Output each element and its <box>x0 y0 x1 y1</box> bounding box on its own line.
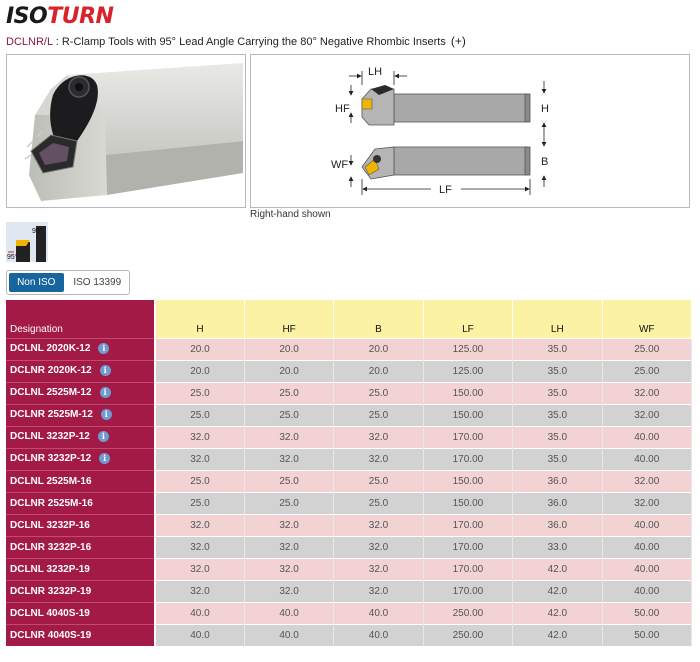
cell-b: 20.0 <box>334 338 423 360</box>
table-body <box>6 338 692 646</box>
cell-wf: 40.00 <box>602 558 691 580</box>
table-row[interactable] <box>6 470 692 492</box>
lead-angle-icon <box>6 222 48 262</box>
designation-cell[interactable] <box>6 580 155 602</box>
designation-cell[interactable] <box>6 514 155 536</box>
column-header-designation: Designation <box>6 300 155 338</box>
cell-b: 25.0 <box>334 382 423 404</box>
cell-wf: 50.00 <box>602 602 691 624</box>
cell-lh: 42.0 <box>513 580 602 602</box>
cell-lf: 250.00 <box>423 602 512 624</box>
standard-tabs <box>6 270 130 295</box>
cell-lh: 35.0 <box>513 426 602 448</box>
cell-lh: 42.0 <box>513 558 602 580</box>
lf-label: LF <box>439 184 452 196</box>
lead-angle-bottom-label: 95° <box>7 254 18 261</box>
cell-b: 25.0 <box>334 492 423 514</box>
designation-cell[interactable] <box>6 470 155 492</box>
cell-lf: 170.00 <box>423 558 512 580</box>
dimension-drawing-svg <box>251 55 689 207</box>
page-title <box>6 34 466 48</box>
lead-angle-top-label: 95° <box>32 228 43 235</box>
wf-label: WF <box>331 159 349 171</box>
cell-lh: 35.0 <box>513 448 602 470</box>
table-row[interactable] <box>6 602 692 624</box>
cell-b: 32.0 <box>334 558 423 580</box>
cell-hf: 32.0 <box>244 448 333 470</box>
designation-cell[interactable] <box>6 338 155 360</box>
cell-lh: 36.0 <box>513 470 602 492</box>
designation-text[interactable]: DCLNR 4040S-19 <box>10 629 92 641</box>
designation-text[interactable]: DCLNR 3232P-12 <box>10 453 92 465</box>
cell-b: 32.0 <box>334 536 423 558</box>
cell-b: 32.0 <box>334 580 423 602</box>
cell-lf: 250.00 <box>423 624 512 646</box>
column-header-lh: LH <box>513 300 602 338</box>
column-header-hf: HF <box>244 300 333 338</box>
cell-lh: 36.0 <box>513 492 602 514</box>
cell-wf: 32.00 <box>602 470 691 492</box>
cell-wf: 40.00 <box>602 426 691 448</box>
column-header-h: H <box>155 300 244 338</box>
cell-hf: 20.0 <box>244 338 333 360</box>
cell-lf: 150.00 <box>423 470 512 492</box>
designation-text[interactable]: DCLNL 3232P-16 <box>10 519 90 531</box>
designation-cell[interactable] <box>6 382 155 404</box>
column-header-b: B <box>334 300 423 338</box>
cell-h: 32.0 <box>155 580 244 602</box>
table-row[interactable] <box>6 580 692 602</box>
cell-hf: 25.0 <box>244 492 333 514</box>
cell-lf: 170.00 <box>423 448 512 470</box>
cell-h: 25.0 <box>155 382 244 404</box>
expand-toggle[interactable]: (+) <box>450 34 466 48</box>
cell-h: 32.0 <box>155 514 244 536</box>
cell-lh: 35.0 <box>513 360 602 382</box>
cell-lf: 125.00 <box>423 338 512 360</box>
cell-b: 32.0 <box>334 448 423 470</box>
designation-text[interactable]: DCLNL 3232P-12 <box>10 431 90 443</box>
isoturn-logo <box>6 4 113 28</box>
cell-lf: 170.00 <box>423 514 512 536</box>
info-icon[interactable]: i <box>101 409 112 420</box>
designation-cell[interactable] <box>6 426 155 448</box>
cell-h: 25.0 <box>155 404 244 426</box>
designation-cell[interactable] <box>6 558 155 580</box>
cell-h: 32.0 <box>155 536 244 558</box>
designation-cell[interactable] <box>6 404 155 426</box>
dimension-drawing <box>250 54 690 208</box>
cell-hf: 40.0 <box>244 624 333 646</box>
table-row[interactable] <box>6 382 692 404</box>
cell-wf: 40.00 <box>602 580 691 602</box>
designation-text[interactable]: DCLNL 2525M-16 <box>10 475 92 487</box>
hf-label: HF <box>335 103 350 115</box>
table-row[interactable] <box>6 360 692 382</box>
cell-lf: 150.00 <box>423 382 512 404</box>
cell-hf: 32.0 <box>244 514 333 536</box>
cell-lh: 36.0 <box>513 514 602 536</box>
cell-b: 32.0 <box>334 514 423 536</box>
designation-text[interactable]: DCLNL 3232P-19 <box>10 563 90 575</box>
cell-lh: 42.0 <box>513 624 602 646</box>
cell-hf: 32.0 <box>244 558 333 580</box>
designation-cell[interactable] <box>6 360 155 382</box>
cell-h: 40.0 <box>155 602 244 624</box>
cell-hf: 25.0 <box>244 382 333 404</box>
cell-b: 32.0 <box>334 426 423 448</box>
tab-iso-13399[interactable]: ISO 13399 <box>73 277 122 288</box>
designation-cell[interactable] <box>6 492 155 514</box>
cell-wf: 32.00 <box>602 404 691 426</box>
designation-text[interactable]: DCLNR 2020K-12 <box>10 365 92 377</box>
cell-wf: 50.00 <box>602 624 691 646</box>
cell-wf: 32.00 <box>602 492 691 514</box>
table-row[interactable] <box>6 492 692 514</box>
table-row[interactable] <box>6 338 692 360</box>
cell-b: 25.0 <box>334 470 423 492</box>
cell-h: 25.0 <box>155 470 244 492</box>
h-label: H <box>541 103 549 115</box>
designation-cell[interactable] <box>6 448 155 470</box>
table-row[interactable] <box>6 514 692 536</box>
cell-lf: 150.00 <box>423 404 512 426</box>
cell-h: 20.0 <box>155 360 244 382</box>
cell-lf: 170.00 <box>423 426 512 448</box>
info-icon[interactable]: i <box>100 387 111 398</box>
designation-text[interactable]: DCLNR 3232P-16 <box>10 541 92 553</box>
cell-b: 20.0 <box>334 360 423 382</box>
product-code: DCLNR/L <box>6 36 53 48</box>
designation-text[interactable]: DCLNL 2020K-12 <box>10 343 91 355</box>
table-row[interactable] <box>6 448 692 470</box>
designation-cell[interactable] <box>6 536 155 558</box>
cell-lh: 35.0 <box>513 404 602 426</box>
cell-lh: 35.0 <box>513 382 602 404</box>
cell-hf: 25.0 <box>244 404 333 426</box>
cell-lh: 33.0 <box>513 536 602 558</box>
cell-hf: 40.0 <box>244 602 333 624</box>
cell-lf: 125.00 <box>423 360 512 382</box>
cell-b: 25.0 <box>334 404 423 426</box>
cell-hf: 32.0 <box>244 580 333 602</box>
cell-b: 40.0 <box>334 624 423 646</box>
cell-wf: 25.00 <box>602 338 691 360</box>
designation-cell[interactable] <box>6 624 155 646</box>
info-icon[interactable]: i <box>99 453 110 464</box>
cell-wf: 40.00 <box>602 448 691 470</box>
product-description: : R-Clamp Tools with 95° Lead Angle Carrying the 80° Negative Rhombic Inserts <box>52 36 446 48</box>
cell-lh: 42.0 <box>513 602 602 624</box>
tool-holder-illustration <box>7 55 245 207</box>
cell-lh: 35.0 <box>513 338 602 360</box>
cell-wf: 25.00 <box>602 360 691 382</box>
cell-wf: 40.00 <box>602 536 691 558</box>
table-row[interactable] <box>6 426 692 448</box>
cell-lf: 150.00 <box>423 492 512 514</box>
info-icon[interactable]: i <box>98 431 109 442</box>
product-photo <box>6 54 246 208</box>
table-header-row <box>6 300 692 338</box>
cell-h: 32.0 <box>155 426 244 448</box>
tab-non-iso[interactable]: Non ISO <box>9 273 64 292</box>
cell-hf: 32.0 <box>244 536 333 558</box>
table-row[interactable] <box>6 624 692 646</box>
cell-wf: 32.00 <box>602 382 691 404</box>
cell-hf: 25.0 <box>244 470 333 492</box>
logo-turn-text: TURN <box>47 4 114 29</box>
spec-table <box>6 300 692 646</box>
table-row[interactable] <box>6 558 692 580</box>
column-header-wf: WF <box>602 300 691 338</box>
designation-text[interactable]: DCLNL 2525M-12 <box>10 387 92 399</box>
designation-text[interactable]: DCLNR 3232P-19 <box>10 585 92 597</box>
cell-hf: 32.0 <box>244 426 333 448</box>
logo-iso-text: ISO <box>6 4 48 29</box>
designation-text[interactable]: DCLNR 2525M-12 <box>10 409 93 421</box>
b-label: B <box>541 156 549 168</box>
drawing-caption: Right-hand shown <box>250 209 331 220</box>
cell-hf: 20.0 <box>244 360 333 382</box>
designation-text[interactable]: DCLNL 4040S-19 <box>10 607 90 619</box>
designation-text[interactable]: DCLNR 2525M-16 <box>10 497 93 509</box>
cell-h: 32.0 <box>155 448 244 470</box>
cell-h: 20.0 <box>155 338 244 360</box>
info-icon[interactable]: i <box>100 365 111 376</box>
table-row[interactable] <box>6 404 692 426</box>
lh-label: LH <box>368 66 383 78</box>
cell-h: 32.0 <box>155 558 244 580</box>
cell-h: 40.0 <box>155 624 244 646</box>
column-header-lf: LF <box>423 300 512 338</box>
info-icon[interactable]: i <box>98 343 109 354</box>
cell-h: 25.0 <box>155 492 244 514</box>
table-row[interactable] <box>6 536 692 558</box>
cell-b: 40.0 <box>334 602 423 624</box>
designation-cell[interactable] <box>6 602 155 624</box>
cell-lf: 170.00 <box>423 536 512 558</box>
lead-angle-graphic <box>6 222 48 262</box>
cell-lf: 170.00 <box>423 580 512 602</box>
cell-wf: 40.00 <box>602 514 691 536</box>
